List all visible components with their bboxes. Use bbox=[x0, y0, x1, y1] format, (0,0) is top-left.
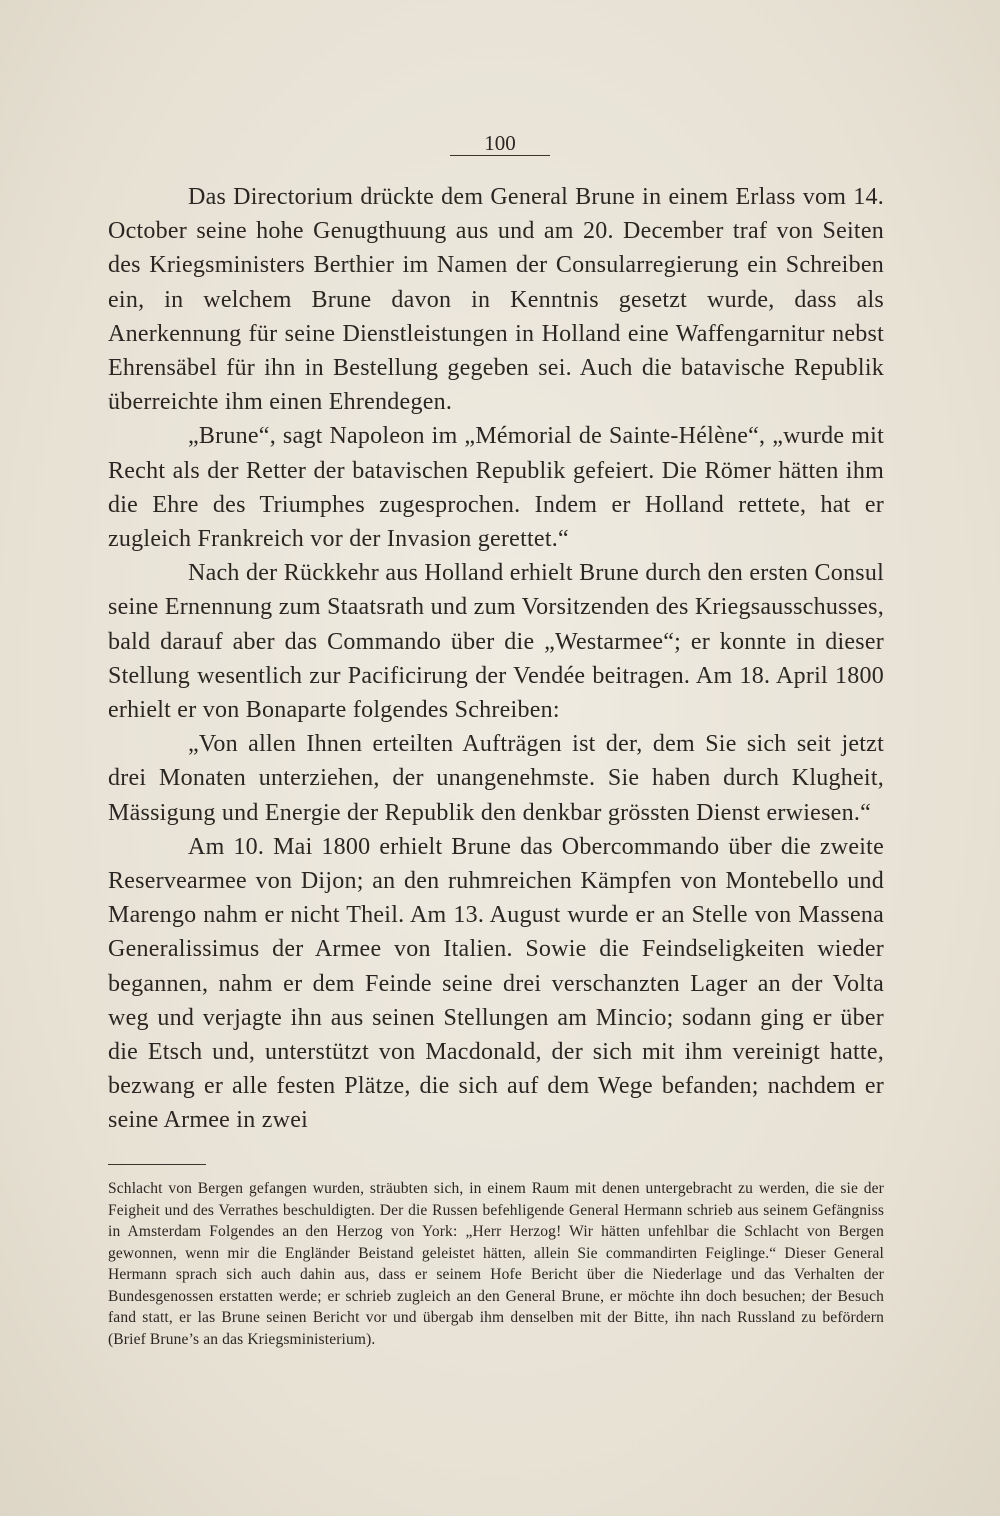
page-number-rule bbox=[450, 155, 550, 156]
paragraph-5: Am 10. Mai 1800 erhielt Brune das Obercommando über die zweite Reservearmee von Dijon; an den ruhmreichen Kämpfen von Montebello und Marengo nahm er nicht Theil. Am 13. August wurde er an Stelle von Massena Generalissimus der Armee von Italien. Sowie die Feindseligkeiten wieder begannen, nahm er dem Feinde seine drei verschanzten Lager an der Volta weg und verjagte ihn aus seinen Stellungen am Mincio; sodann ging er über die Etsch und, unterstützt von Macdonald, der sich mit ihm vereinigt hatte, bezwang er alle festen Plätze, die sich auf dem Wege befanden; nachdem er seine Armee in zwei bbox=[108, 833, 884, 1134]
footnote bbox=[108, 1178, 884, 1350]
paragraph-2: „Brune“, sagt Napoleon im „Mémorial de Sainte-Hélène“, „wurde mit Recht als der Retter der batavischen Republik gefeiert. Die Römer hätten ihm die Ehre des Triumphes zugesprochen. Indem er Holland rettete, hat er zugleich Frankreich vor der Invasion gerettet.“ bbox=[108, 423, 884, 553]
footnote-text: Schlacht von Bergen gefangen wurden, sträubten sich, in einem Raum mit denen untergebracht zu werden, die sie der Feigheit und des Verrathes beschuldigten. Der die Russen befehligende General Hermann schrieb aus seinem Gefängniss in Amsterdam Folgendes an den Herzog von York: „Herr Herzog! Wir hätten unfehlbar die Schlacht von Bergen gewonnen, wenn mir die Engländer Beistand geleistet hätten, allein Sie commandirten Feiglinge.“ Dieser General Hermann sprach sich auch dahin aus, dass er seinem Hofe Bericht über die Niederlage und das Verhalten der Bundesgenossen erstatten werde; er schrieb zugleich an den General Brune, er möchte ihn doch besuchen; der Besuch fand statt, er las Brune seinen Bericht vor und übergab ihm denselben mit der Bitte, ihn nach Russland zu befördern (Brief Brune’s an das Kriegsministerium). bbox=[108, 1180, 884, 1348]
paragraph-3: Nach der Rückkehr aus Holland erhielt Brune durch den ersten Consul seine Ernennung zum Staatsrath und zum Vorsitzenden des Kriegsausschusses, bald darauf aber das Commando über die „Westarmee“; er konnte in dieser Stellung wesentlich zur Pacificirung der Vendée beitragen. Am 18. April 1800 erhielt er von Bonaparte folgendes Schreiben: bbox=[108, 560, 884, 724]
footnote-rule bbox=[108, 1164, 206, 1165]
paragraph-4-quote: „Von allen Ihnen erteilten Aufträgen ist der, dem Sie sich seit jetzt drei Monaten unterziehen, der unangenehmste. Sie haben durch Klugheit, Mässigung und Energie der Republik den denkbar grössten Dienst erwiesen.“ bbox=[108, 731, 884, 826]
page-number: 100 bbox=[484, 131, 516, 155]
main-text bbox=[108, 180, 884, 1138]
paragraph-1: Das Directorium drückte dem General Brune in einem Erlass vom 14. October seine hohe Genugthuung aus und am 20. December traf von Seiten des Kriegsministers Berthier im Namen der Consularregierung ein Schreiben ein, in welchem Brune davon in Kenntnis gesetzt wurde, dass als Anerkennung für seine Dienstleistungen in Holland eine Waffengarnitur nebst Ehrensäbel für ihn in Bestellung gegeben sei. Auch die batavische Republik überreichte ihm einen Ehrendegen. bbox=[108, 184, 884, 416]
